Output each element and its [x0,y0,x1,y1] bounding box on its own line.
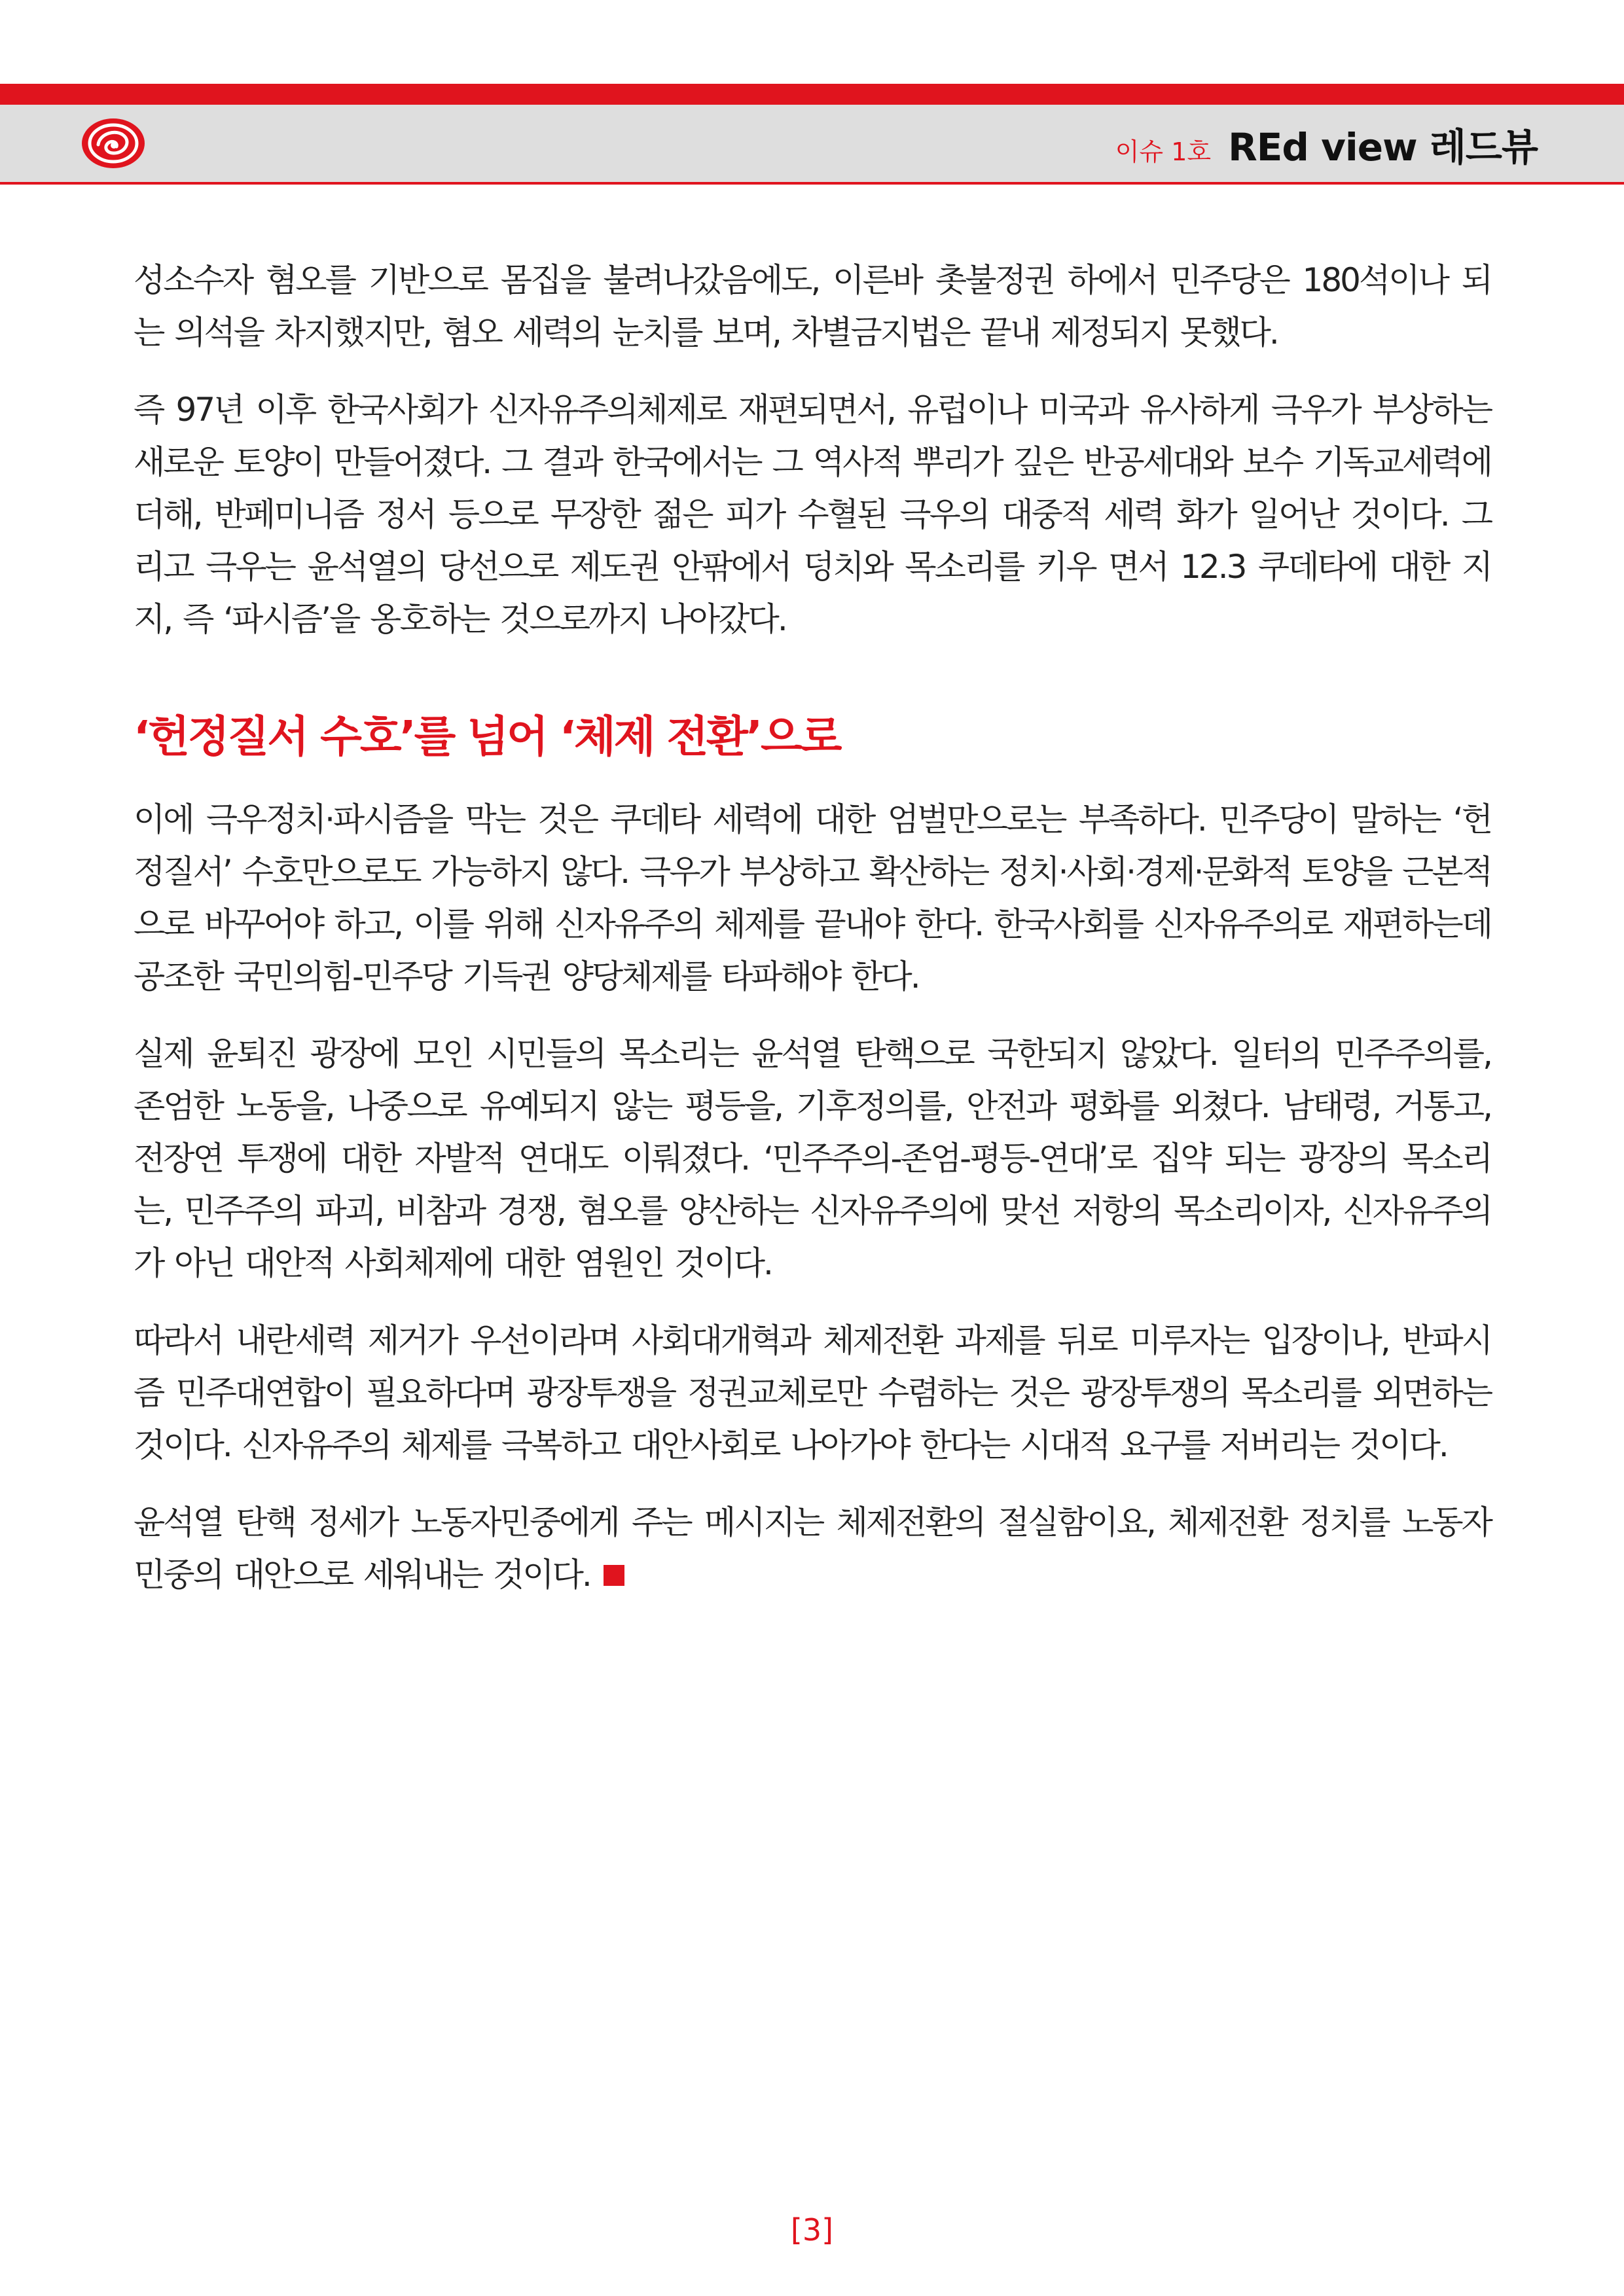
section-heading: ‘헌정질서 수호’를 넘어 ‘체제 전환’으로 [134,711,840,762]
header-title-group [1115,117,1538,169]
end-mark-icon [604,1565,624,1586]
header-top-stripe [0,84,1624,105]
paragraph: 이에 극우정치·파시즘을 막는 것은 쿠데타 세력에 대한 엄벌만으로는 부족하다. 민주당이 말하는 ‘헌정질서’ 수호만으로도 가능하지 않다. 극우가 부상하고 확산하는 정치·사회·경제·문화적 토양을 근본적으로 바꾸어야 하고, 이를 위해 신자유주의 체제를 끝내야 한다. 한국사회를 신자유주의로 재편하는데 공조한 국민의힘-민주당 기득권 양당체제를 타파해야 한다. [134,800,1491,996]
issue-label: 이슈 1호 [1115,137,1212,166]
paragraph: 즉 97년 이후 한국사회가 신자유주의체제로 재편되면서, 유럽이나 미국과 유사하게 극우가 부상하는 새로운 토양이 만들어졌다. 그 결과 한국에서는 그 역사적 뿌리가 깊은 반공세대와 보수 기독교세력에 더해, 반페미니즘 정서 등으로 무장한 젊은 피가 수혈된 극우의 대중적 세력 화가 일어난 것이다. 그리고 극우는 윤석열의 당선으로 제도권 안팎에서 덩치와 목소리를 키우 면서 12.3 쿠데타에 대한 지지, 즉 ‘파시즘’을 옹호하는 것으로까지 나아갔다. [134,391,1491,638]
article-body [134,254,1491,1626]
red-rose-logo-icon [77,115,149,171]
paragraph: 성소수자 혐오를 기반으로 몸집을 불려나갔음에도, 이른바 촛불정권 하에서 민주당은 180석이나 되는 의석을 차지했지만, 혐오 세력의 눈치를 보며, 차별금지법은 끝내 제정되지 못했다. [134,261,1491,351]
brand-title: REd view 레드뷰 [1228,125,1538,170]
paragraph: 실제 윤퇴진 광장에 모인 시민들의 목소리는 윤석열 탄핵으로 국한되지 않았다. 일터의 민주주의를, 존엄한 노동을, 나중으로 유예되지 않는 평등을, 기후정의를, 안전과 평화를 외쳤다. 남태령, 거통고, 전장연 투쟁에 대한 자발적 연대도 이뤄졌다. ‘민주주의-존엄-평등-연대’로 집약 되는 광장의 목소리는, 민주주의 파괴, 비참과 경쟁, 혐오를 양산하는 신자유주의에 맞선 저항의 목소리이자, 신자유주의가 아닌 대안적 사회체제에 대한 염원인 것이다. [134,1035,1491,1282]
paragraph: 따라서 내란세력 제거가 우선이라며 사회대개혁과 체제전환 과제를 뒤로 미루자는 입장이나, 반파시즘 민주대연합이 필요하다며 광장투쟁을 정권교체로만 수렴하는 것은 광장투쟁의 목소리를 외면하는 것이다. 신자유주의 체제를 극복하고 대안사회로 나아가야 한다는 시대적 요구를 저버리는 것이다. [134,1321,1491,1464]
final-paragraph [134,1496,1491,1601]
final-paragraph-text: 윤석열 탄핵 정세가 노동자민중에게 주는 메시지는 체제전환의 절실함이요, 체제전환 정치를 노동자민중의 대안으로 세워내는 것이다. [134,1503,1491,1594]
page-number: [3] [790,2212,834,2248]
